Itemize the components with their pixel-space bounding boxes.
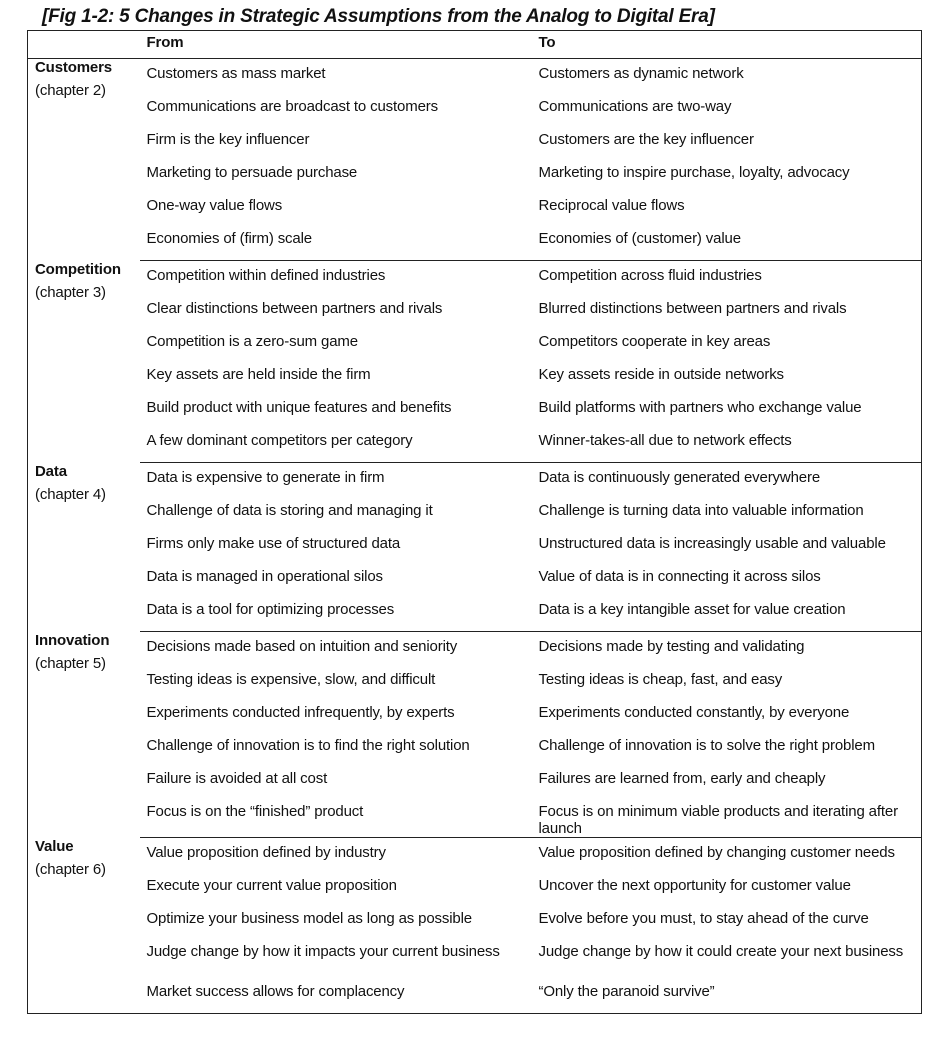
to-text: Value proposition defined by changing customer needs [538, 844, 895, 861]
to-text: Evolve before you must, to stay ahead of the curve [538, 910, 869, 927]
to-text: Key assets reside in outside networks [538, 366, 784, 383]
from-cell [140, 601, 532, 632]
from-text: Data is a tool for optimizing processes [146, 601, 395, 618]
category-cell [28, 463, 140, 632]
table-row [28, 671, 922, 704]
from-text: Data is managed in operational silos [146, 568, 383, 585]
to-cell [532, 463, 922, 503]
from-text: Firms only make use of structured data [146, 535, 401, 552]
table-row [28, 502, 922, 535]
from-cell [140, 300, 532, 333]
table-row [28, 983, 922, 1014]
to-cell [532, 366, 922, 399]
to-text: Challenge of innovation is to solve the right problem [538, 737, 875, 754]
header-to: To [532, 31, 922, 59]
category-name: Data [35, 462, 67, 480]
from-text: Competition is a zero-sum game [146, 333, 358, 350]
to-text: Focus is on minimum viable products and iterating after launch [538, 803, 898, 837]
from-text: Value proposition defined by industry [146, 844, 386, 861]
to-text: Judge change by how it could create your next business [538, 943, 904, 960]
to-text: Data is a key intangible asset for value creation [538, 601, 846, 618]
from-text: Testing ideas is expensive, slow, and difficult [146, 671, 436, 688]
to-text: Customers are the key influencer [538, 131, 754, 148]
table-row [28, 399, 922, 432]
to-cell [532, 770, 922, 803]
from-text: Decisions made based on intuition and seniority [146, 638, 458, 655]
table-row [28, 770, 922, 803]
table-row [28, 704, 922, 737]
to-cell [532, 568, 922, 601]
from-cell [140, 943, 532, 983]
from-text: Focus is on the “finished” product [146, 803, 364, 820]
to-text: Customers as dynamic network [538, 65, 744, 82]
from-cell [140, 59, 532, 99]
table-row [28, 838, 922, 878]
category-name: Competition [35, 260, 121, 278]
table-row [28, 877, 922, 910]
from-cell [140, 671, 532, 704]
from-text: Optimize your business model as long as possible [146, 910, 472, 927]
to-text: Failures are learned from, early and cheaply [538, 770, 826, 787]
from-cell [140, 366, 532, 399]
to-cell [532, 671, 922, 704]
to-text: Experiments conducted constantly, by everyone [538, 704, 850, 721]
from-cell [140, 568, 532, 601]
to-cell [532, 131, 922, 164]
to-cell [532, 164, 922, 197]
from-text: Clear distinctions between partners and rivals [146, 300, 443, 317]
table-row [28, 300, 922, 333]
to-cell [532, 300, 922, 333]
from-text: Execute your current value proposition [146, 877, 397, 894]
to-text: Uncover the next opportunity for customer value [538, 877, 851, 894]
from-text: Build product with unique features and benefits [146, 399, 452, 416]
table-row [28, 98, 922, 131]
to-text: Economies of (customer) value [538, 230, 741, 247]
table-row [28, 164, 922, 197]
from-cell [140, 983, 532, 1014]
from-text: Challenge of innovation is to find the right solution [146, 737, 470, 754]
to-text: Challenge is turning data into valuable information [538, 502, 864, 519]
table-row [28, 910, 922, 943]
to-cell [532, 502, 922, 535]
from-text: Data is expensive to generate in firm [146, 469, 385, 486]
to-cell [532, 535, 922, 568]
to-text: Blurred distinctions between partners and rivals [538, 300, 847, 317]
to-text: Unstructured data is increasingly usable and valuable [538, 535, 886, 552]
from-text: Challenge of data is storing and managing it [146, 502, 433, 519]
from-cell [140, 704, 532, 737]
to-cell [532, 230, 922, 261]
header-category [28, 31, 140, 59]
to-cell [532, 601, 922, 632]
table-row [28, 632, 922, 672]
from-cell [140, 535, 532, 568]
to-cell [532, 261, 922, 301]
table-row [28, 803, 922, 838]
table-row [28, 943, 922, 983]
to-text: Winner-takes-all due to network effects [538, 432, 792, 449]
to-cell [532, 399, 922, 432]
from-cell [140, 838, 532, 878]
from-text: Competition within defined industries [146, 267, 386, 284]
from-cell [140, 197, 532, 230]
from-text: Economies of (firm) scale [146, 230, 312, 247]
from-cell [140, 463, 532, 503]
from-text: Communications are broadcast to customers [146, 98, 438, 115]
to-text: Communications are two-way [538, 98, 732, 115]
from-cell [140, 632, 532, 672]
from-text: Marketing to persuade purchase [146, 164, 358, 181]
category-chapter: (chapter 5) [35, 654, 106, 672]
table-row [28, 261, 922, 301]
from-text: Firm is the key influencer [146, 131, 310, 148]
to-text: Build platforms with partners who exchange value [538, 399, 862, 416]
to-cell [532, 910, 922, 943]
category-cell [28, 632, 140, 838]
from-cell [140, 230, 532, 261]
to-text: Marketing to inspire purchase, loyalty, advocacy [538, 164, 850, 181]
table-row [28, 535, 922, 568]
table-row [28, 59, 922, 99]
to-cell [532, 838, 922, 878]
table-row [28, 230, 922, 261]
category-cell [28, 59, 140, 261]
table-body [28, 59, 922, 1014]
to-text: “Only the paranoid survive” [538, 983, 715, 1000]
category-chapter: (chapter 4) [35, 485, 106, 503]
from-cell [140, 333, 532, 366]
category-chapter: (chapter 3) [35, 283, 106, 301]
from-text: Judge change by how it impacts your current business [146, 943, 500, 960]
to-text: Reciprocal value flows [538, 197, 685, 214]
from-text: Customers as mass market [146, 65, 326, 82]
table-row [28, 333, 922, 366]
from-text: One-way value flows [146, 197, 283, 214]
from-text: A few dominant competitors per category [146, 432, 413, 449]
to-text: Decisions made by testing and validating [538, 638, 805, 655]
category-name: Value [35, 837, 74, 855]
figure-title: [Fig 1-2: 5 Changes in Strategic Assumptions from the Analog to Digital Era] [42, 6, 715, 27]
from-cell [140, 164, 532, 197]
from-cell [140, 131, 532, 164]
to-cell [532, 59, 922, 99]
from-cell [140, 432, 532, 463]
to-cell [532, 333, 922, 366]
to-text: Competition across fluid industries [538, 267, 762, 284]
to-cell [532, 877, 922, 910]
table-row [28, 366, 922, 399]
table-row [28, 601, 922, 632]
from-cell [140, 803, 532, 838]
from-cell [140, 770, 532, 803]
category-cell [28, 838, 140, 1014]
from-cell [140, 910, 532, 943]
from-text: Market success allows for complacency [146, 983, 405, 1000]
from-text: Failure is avoided at all cost [146, 770, 328, 787]
to-cell [532, 803, 922, 838]
from-cell [140, 502, 532, 535]
to-cell [532, 98, 922, 131]
category-name: Innovation [35, 631, 110, 649]
to-cell [532, 632, 922, 672]
category-chapter: (chapter 6) [35, 860, 106, 878]
to-cell [532, 983, 922, 1014]
to-text: Data is continuously generated everywhere [538, 469, 821, 486]
to-text: Competitors cooperate in key areas [538, 333, 771, 350]
table-row [28, 463, 922, 503]
from-cell [140, 98, 532, 131]
to-text: Testing ideas is cheap, fast, and easy [538, 671, 783, 688]
category-chapter: (chapter 2) [35, 82, 106, 99]
table-row [28, 432, 922, 463]
assumptions-table [27, 30, 922, 1014]
from-text: Key assets are held inside the firm [146, 366, 371, 383]
to-text: Value of data is in connecting it across silos [538, 568, 821, 585]
to-cell [532, 943, 922, 983]
table-header-row [28, 31, 922, 59]
to-cell [532, 432, 922, 463]
from-cell [140, 261, 532, 301]
from-cell [140, 877, 532, 910]
to-cell [532, 197, 922, 230]
to-cell [532, 737, 922, 770]
table-row [28, 737, 922, 770]
table-row [28, 131, 922, 164]
from-text: Experiments conducted infrequently, by experts [146, 704, 455, 721]
table-row [28, 197, 922, 230]
table-row [28, 568, 922, 601]
from-cell [140, 399, 532, 432]
category-name: Customers [35, 59, 113, 76]
to-cell [532, 704, 922, 737]
category-cell [28, 261, 140, 463]
from-cell [140, 737, 532, 770]
header-from: From [140, 31, 532, 59]
